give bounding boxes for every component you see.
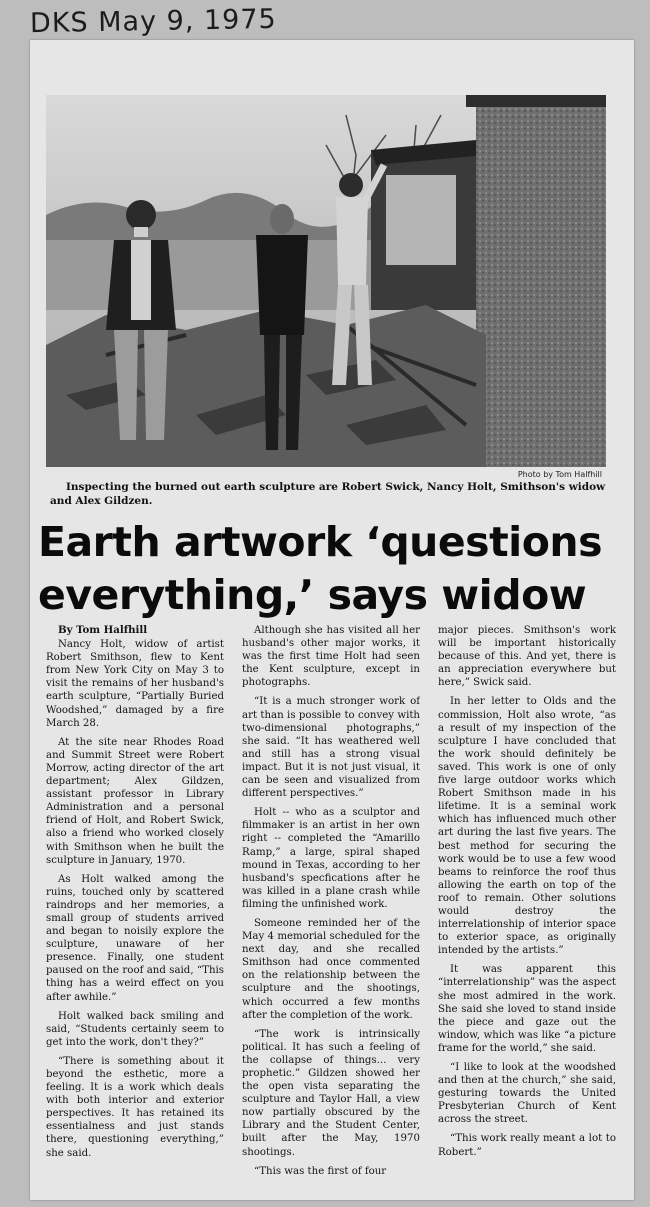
article-body [46,624,618,1190]
paragraph: “It is a much stronger work of art than is possible to convey with two-dimensional photographs,” she said. “It has weathered well and still has a strong visual impact. But it is not just visual, it can be seen and visualized from different perspectives.” [242,696,420,800]
photo-caption: Inspecting the burned out earth sculpture are Robert Swick, Nancy Holt, Smithson's widow and Alex Gildzen. [50,481,606,507]
paragraph: “The work is intrinsically political. It has such a feeling of the collapse of things... very prophetic.” Gildzen showed her the open vista separating the sculpture and Taylor Hall, a view now partially obscured by the Library and the Student Center, built after the May, 1970 shootings. [242,1028,420,1158]
article-column-2 [242,624,420,1190]
paragraph: As Holt walked among the ruins, touched only by scattered raindrops and her memories, a small group of students arrived and began to noisily explore the sculpture, unaware of her presence. Finally, one student paused on the roof and said, “This thing has a weird effect on you after awhile.” [46,873,224,1003]
paragraph: Someone reminded her of the May 4 memorial scheduled for the next day, and she recalled Smithson had once commented on the relationship between the sculpture and the shootings, which occurred a few months after the completion of the work. [242,917,420,1021]
headline-line-1: Earth artwork ‘questions [38,518,602,566]
photo-credit: Photo by Tom Halfhill [517,470,602,479]
newspaper-clipping [30,40,634,1200]
article-column-1 [46,624,224,1190]
paragraph: “This work really meant a lot to Robert.” [438,1133,616,1158]
paragraph: Holt -- who as a sculptor and filmmaker is an artist in her own right -- completed the “Amarillo Ramp,” a large, spiral shaped mound in Texas, according to her husband's specfications after he was killed in a plane crash while filming the unfinished work. [242,807,420,910]
paragraph: Nancy Holt, widow of artist Robert Smithson, flew to Kent from New York City on May 3 to visit the remains of her husband's earth sculpture, “Partially Buried Woodshed,” damaged by a fire March 28. [46,639,224,729]
photo-illustration [46,95,606,467]
article-column-3 [438,624,616,1190]
paragraph: “This was the first of four [254,1165,387,1177]
paragraph: “There is something about it beyond the esthetic, more a feeling. It is a work which deals with both interior and exterior perspectives. It has retained its essentialness and just stands there, questioning everything,” she said. [46,1055,224,1159]
paragraph: major pieces. Smithson's work will be important historically because of this. And yet, there is an appreciation everywhere but here,” Swick said. [438,625,616,689]
byline: By Tom Halfhill [58,624,148,636]
news-photo [46,95,606,467]
headline [38,516,628,622]
paragraph: At the site near Rhodes Road and Summit Street were Robert Morrow, acting director of the art department; Alex Gildzen, assistant professor in Library Administration and a personal friend of Holt, and Robert Swick, also a friend who worked closely with Smithson when he built the sculpture in January, 1970. [46,736,224,866]
paragraph: It was apparent this “interrelationship” was the aspect she most admired in the work. She said she loved to stand inside the piece and gaze out the window, which was like “a picture frame for the world,” she said. [438,964,616,1054]
handwritten-note: DKS May 9, 1975 [29,3,277,40]
paragraph: “I like to look at the woodshed and then at the church,” she said, gesturing towards the United Presbyterian Church of Kent across the street. [438,1062,616,1126]
paragraph: In her letter to Olds and the commission, Holt also wrote, “as a result of my inspection of the sculpture I have concluded that the work should definitely be saved. This work is one of only five large outdoor works which Robert Smithson made in his lifetime. It is a seminal work which has influenced much other art during the last five years. The best method for securing the work would be to use a few wood beams to reinforce the roof thus allowing the earth on top of the roof to remain. Other solutions would destroy the interrelationship of interior space to exterior space, as originally intended by the artists.” [438,696,616,957]
paragraph: Holt walked back smiling and said, “Students certainly seem to get into the work, don't they?” [46,1010,224,1048]
paragraph: Although she has visited all her husband's other major works, it was the first time Holt had seen the Kent sculpture, except in photographs. [242,625,420,689]
headline-line-2: everything,’ says widow [38,571,587,619]
